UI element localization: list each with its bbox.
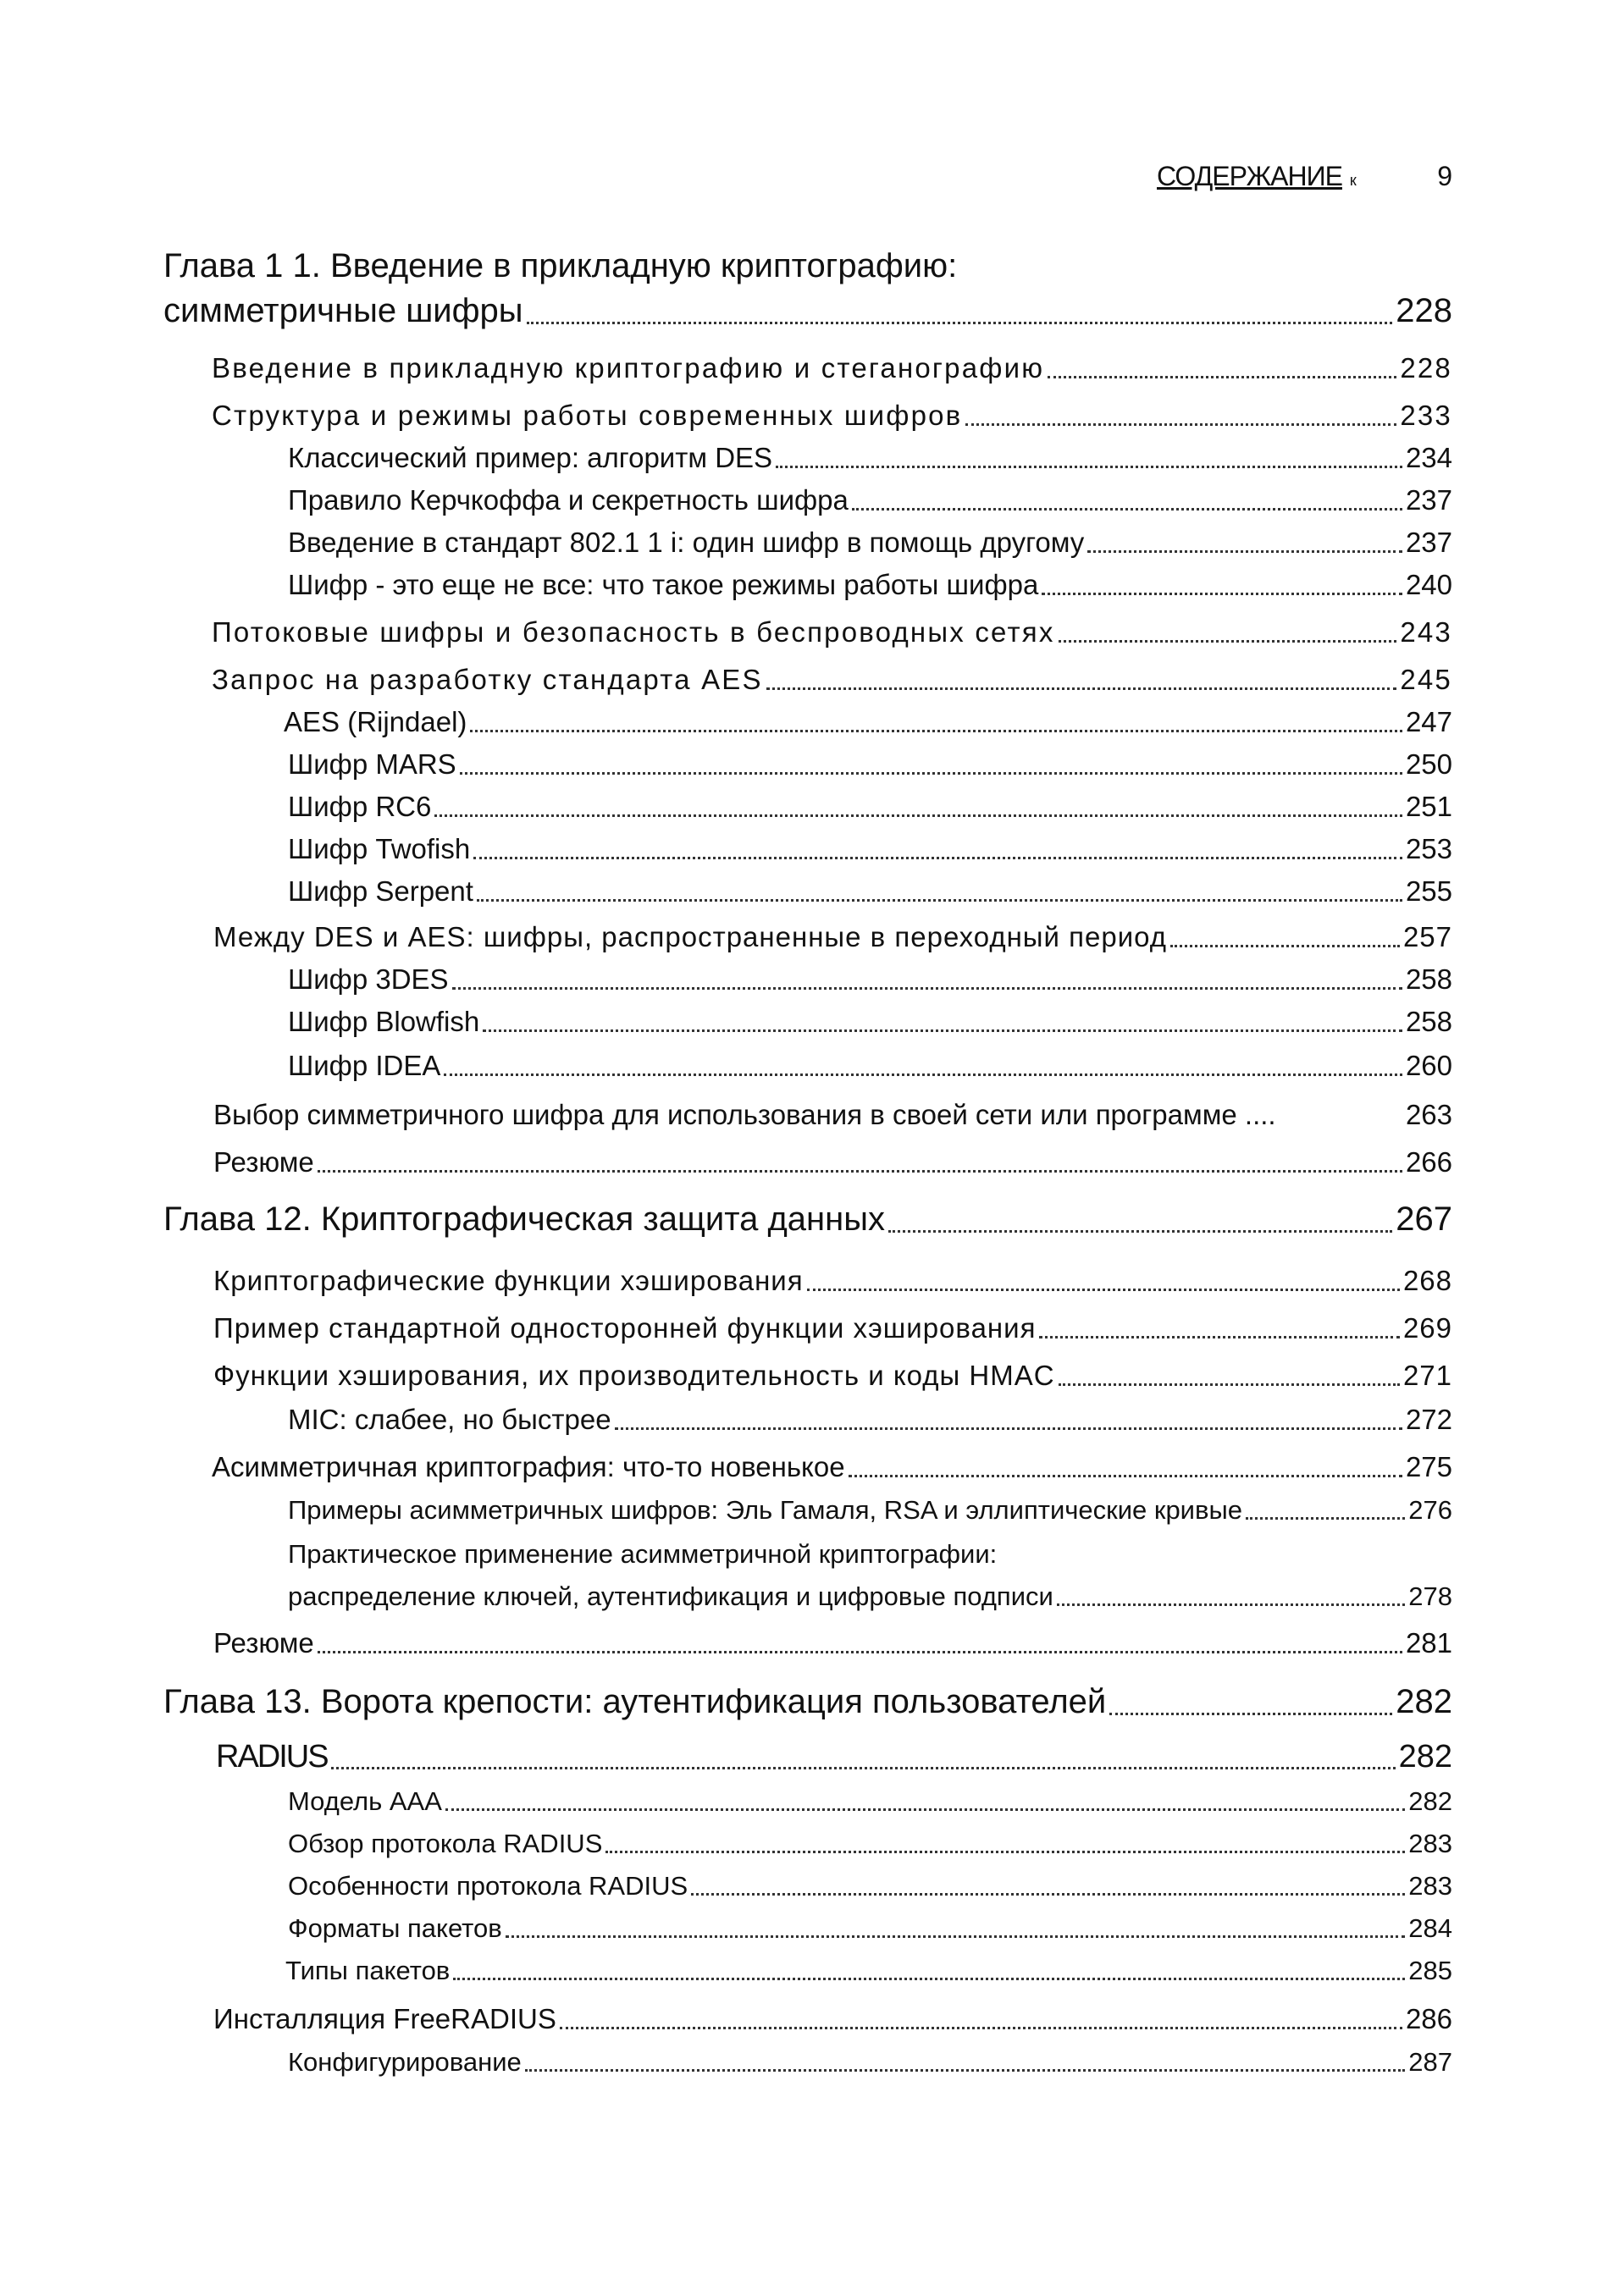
- toc-entry[interactable]: Структура и режимы работы современных шифров 233: [212, 400, 1452, 431]
- toc-entry[interactable]: Пример стандартной односторонней функции хэширования 269: [213, 1312, 1452, 1344]
- toc-entry[interactable]: Шифр Serpent 255: [288, 875, 1452, 907]
- chapter-13-heading[interactable]: [163, 1683, 1452, 1721]
- toc-entry[interactable]: Типы пакетов 285: [285, 1956, 1452, 1985]
- toc-entry[interactable]: Выбор симметричного шифра для использования в своей сети или программе .... 263: [213, 1099, 1452, 1130]
- leader-dots: [888, 1229, 1392, 1233]
- toc-entry[interactable]: Классический пример: алгоритм DES 234: [288, 442, 1452, 473]
- page-number: 228: [1396, 292, 1452, 329]
- page-number: 267: [1396, 1200, 1452, 1238]
- chapter-title: Глава 13. Ворота крепости: аутентификация пользователей: [163, 1683, 1107, 1720]
- toc-entry[interactable]: Шифр Twofish 253: [288, 833, 1452, 864]
- chapter-11-heading[interactable]: [163, 292, 1452, 330]
- toc-entry[interactable]: Инсталляция FreeRADIUS 286: [213, 2003, 1452, 2034]
- page-number: 282: [1396, 1683, 1452, 1720]
- toc-entry[interactable]: Правило Керчкоффа и секретность шифра 237: [288, 484, 1452, 516]
- toc-entry[interactable]: Обзор протокола RADIUS 283: [288, 1829, 1452, 1858]
- toc-entry[interactable]: Примеры асимметричных шифров: Эль Гамаля, RSA и эллиптические кривые 276: [288, 1495, 1452, 1525]
- chapter-title: симметричные шифры: [163, 292, 523, 329]
- toc-entry[interactable]: Конфигурирование 287: [288, 2047, 1452, 2077]
- running-header: [1157, 161, 1452, 192]
- toc-entry[interactable]: Криптографические функции хэширования 268: [213, 1265, 1452, 1296]
- toc-entry[interactable]: Особенности протокола RADIUS 283: [288, 1871, 1452, 1901]
- toc-entry[interactable]: Запрос на разработку стандарта AES 245: [212, 664, 1452, 695]
- header-page-number: 9: [1437, 161, 1452, 191]
- leader-dots: [527, 321, 1393, 324]
- toc-entry[interactable]: Форматы пакетов 284: [288, 1913, 1452, 1943]
- toc-entry[interactable]: Шифр 3DES 258: [288, 963, 1452, 995]
- header-mark: к: [1349, 172, 1357, 189]
- toc-entry[interactable]: Потоковые шифры и безопасность в беспроводных сетях 243: [212, 616, 1452, 648]
- toc-entry[interactable]: RADIUS 282: [216, 1739, 1452, 1774]
- chapter-title: Глава 12. Криптографическая защита данных: [163, 1200, 885, 1238]
- toc-entry[interactable]: Введение в прикладную криптографию и стеганографию 228: [212, 352, 1452, 384]
- toc-entry[interactable]: Между DES и AES: шифры, распространенные в переходный период 257: [213, 921, 1452, 952]
- toc-entry[interactable]: Шифр Blowfish 258: [288, 1006, 1452, 1037]
- toc-entry[interactable]: Шифр RC6 251: [288, 791, 1452, 822]
- toc-entry[interactable]: Резюме 266: [213, 1146, 1452, 1178]
- toc-entry[interactable]: Функции хэширования, их производительность и коды HMAC 271: [213, 1360, 1452, 1391]
- toc-entry[interactable]: Резюме 281: [213, 1627, 1452, 1659]
- leader-dots: [1109, 1712, 1392, 1715]
- chapter-11-title-line1: Глава 1 1. Введение в прикладную криптографию:: [163, 247, 958, 284]
- toc-entry[interactable]: Введение в стандарт 802.1 1 i: один шифр в помощь другому 237: [288, 527, 1452, 558]
- toc-entry[interactable]: Модель AAA 282: [288, 1786, 1452, 1816]
- header-section-title: СОДЕРЖАНИЕ к: [1157, 161, 1357, 191]
- toc-entry[interactable]: AES (Rijndael) 247: [284, 706, 1452, 737]
- chapter-12-heading[interactable]: [163, 1200, 1452, 1239]
- toc-entry[interactable]: Шифр IDEA 260: [288, 1050, 1452, 1081]
- toc-entry[interactable]: Асимметричная криптография: что-то новенькое 275: [212, 1451, 1452, 1482]
- toc-entry-multiline-first: Практическое применение асимметричной криптографии:: [288, 1539, 998, 1569]
- toc-entry[interactable]: MIC: слабее, но быстрее 272: [288, 1404, 1452, 1435]
- toc-entry[interactable]: Шифр - это еще не все: что такое режимы работы шифра 240: [288, 569, 1452, 600]
- toc-entry[interactable]: распределение ключей, аутентификация и цифровые подписи 278: [288, 1581, 1452, 1611]
- toc-entry[interactable]: Шифр MARS 250: [288, 748, 1452, 780]
